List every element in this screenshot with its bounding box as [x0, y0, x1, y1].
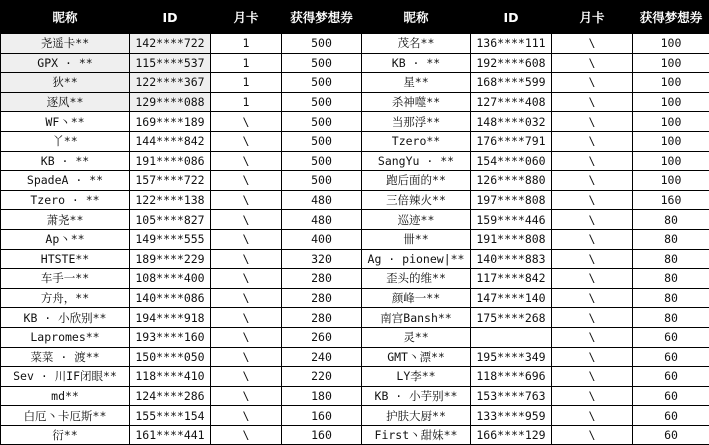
monthly-card-cell: \ — [552, 92, 633, 112]
table-row — [1, 386, 709, 406]
dream-tickets-cell: 160 — [282, 406, 362, 426]
monthly-card-cell: \ — [211, 151, 282, 171]
table-row — [1, 131, 709, 151]
id-cell: 176****791 — [471, 131, 552, 151]
dream-tickets-cell: 280 — [282, 288, 362, 308]
monthly-card-cell: \ — [211, 406, 282, 426]
id-cell: 197****808 — [471, 190, 552, 210]
nickname-cell: KB · ** — [1, 151, 130, 171]
dream-tickets-cell: 100 — [633, 34, 709, 54]
nickname-cell: 衍** — [1, 425, 130, 445]
dream-tickets-cell: 80 — [633, 229, 709, 249]
monthly-card-cell: \ — [552, 73, 633, 93]
dream-tickets-cell: 80 — [633, 269, 709, 289]
nickname-cell: First丶甜妹** — [362, 425, 471, 445]
id-cell: 191****086 — [130, 151, 211, 171]
id-cell: 154****060 — [471, 151, 552, 171]
nickname-cell: SpadeA · ** — [1, 171, 130, 191]
dream-tickets-cell: 500 — [282, 151, 362, 171]
id-cell: 194****918 — [130, 308, 211, 328]
id-cell: 148****032 — [471, 112, 552, 132]
nickname-cell: Lapromes** — [1, 327, 130, 347]
nickname-cell: SangYu · ** — [362, 151, 471, 171]
dream-tickets-cell: 160 — [633, 190, 709, 210]
dream-tickets-cell: 320 — [282, 249, 362, 269]
dream-tickets-cell: 500 — [282, 171, 362, 191]
dream-tickets-cell: 500 — [282, 131, 362, 151]
monthly-card-cell: \ — [211, 308, 282, 328]
dream-tickets-cell: 280 — [282, 269, 362, 289]
dream-tickets-cell: 100 — [633, 171, 709, 191]
dream-tickets-cell: 500 — [282, 34, 362, 54]
dream-tickets-cell: 260 — [282, 327, 362, 347]
table-row — [1, 53, 709, 73]
nickname-cell: KB · 小芋别** — [362, 386, 471, 406]
table-row — [1, 112, 709, 132]
nickname-cell: GPX · ** — [1, 53, 130, 73]
monthly-card-cell: \ — [552, 229, 633, 249]
monthly-card-cell: \ — [552, 386, 633, 406]
table-row — [1, 210, 709, 230]
table-row — [1, 406, 709, 426]
monthly-card-cell: \ — [552, 171, 633, 191]
dream-tickets-cell: 60 — [633, 347, 709, 367]
nickname-cell: md** — [1, 386, 130, 406]
table-row — [1, 190, 709, 210]
dream-tickets-cell: 100 — [633, 131, 709, 151]
monthly-card-cell: \ — [552, 425, 633, 445]
id-cell: 142****722 — [130, 34, 211, 54]
monthly-card-cell: 1 — [211, 34, 282, 54]
dream-tickets-cell: 100 — [633, 53, 709, 73]
dream-tickets-cell: 100 — [633, 112, 709, 132]
nickname-cell: 萧尧** — [1, 210, 130, 230]
nickname-cell: KB · 小欣别** — [1, 308, 130, 328]
table-row — [1, 229, 709, 249]
monthly-card-cell: \ — [552, 308, 633, 328]
id-cell: 166****129 — [471, 425, 552, 445]
monthly-card-cell: \ — [552, 249, 633, 269]
nickname-cell: 星** — [362, 73, 471, 93]
id-cell: 136****111 — [471, 34, 552, 54]
monthly-card-cell: \ — [211, 269, 282, 289]
nickname-cell: Sev · 川IF闭眼** — [1, 367, 130, 387]
id-cell: 189****229 — [130, 249, 211, 269]
monthly-card-cell: \ — [552, 210, 633, 230]
nickname-cell: 卌** — [362, 229, 471, 249]
header-id: ID — [130, 1, 211, 34]
dream-tickets-cell: 60 — [633, 327, 709, 347]
nickname-cell: WF丶** — [1, 112, 130, 132]
monthly-card-cell: 1 — [211, 92, 282, 112]
nickname-cell: 当那浮** — [362, 112, 471, 132]
monthly-card-cell: \ — [552, 288, 633, 308]
id-cell: 140****086 — [130, 288, 211, 308]
monthly-card-cell: \ — [552, 151, 633, 171]
monthly-card-cell: \ — [211, 425, 282, 445]
table-row — [1, 367, 709, 387]
dream-tickets-cell: 480 — [282, 190, 362, 210]
table-row — [1, 34, 709, 54]
id-cell: 118****696 — [471, 367, 552, 387]
nickname-cell: HTSTE** — [1, 249, 130, 269]
id-cell: 159****446 — [471, 210, 552, 230]
id-cell: 169****189 — [130, 112, 211, 132]
monthly-card-cell: \ — [552, 190, 633, 210]
table-row — [1, 308, 709, 328]
nickname-cell: 歪头的维** — [362, 269, 471, 289]
nickname-cell: 巡迹** — [362, 210, 471, 230]
dream-tickets-cell: 100 — [633, 73, 709, 93]
id-cell: 118****410 — [130, 367, 211, 387]
nickname-cell: 颜峰一** — [362, 288, 471, 308]
id-cell: 149****555 — [130, 229, 211, 249]
dream-tickets-cell: 500 — [282, 92, 362, 112]
dream-tickets-cell: 60 — [633, 425, 709, 445]
nickname-cell: 跑后面的** — [362, 171, 471, 191]
table-row — [1, 288, 709, 308]
nickname-cell: LY李** — [362, 367, 471, 387]
monthly-card-cell: \ — [552, 347, 633, 367]
dream-tickets-cell: 80 — [633, 210, 709, 230]
nickname-cell: GMT丶漂** — [362, 347, 471, 367]
nickname-cell: 灵** — [362, 327, 471, 347]
monthly-card-cell: \ — [552, 327, 633, 347]
id-cell: 157****722 — [130, 171, 211, 191]
id-cell: 124****286 — [130, 386, 211, 406]
id-cell: 195****349 — [471, 347, 552, 367]
nickname-cell: 尧遥卡** — [1, 34, 130, 54]
dream-tickets-cell: 60 — [633, 367, 709, 387]
nickname-cell: Ag · pionew|** — [362, 249, 471, 269]
id-cell: 115****537 — [130, 53, 211, 73]
nickname-cell: 三倍辣火** — [362, 190, 471, 210]
monthly-card-cell: \ — [211, 112, 282, 132]
monthly-card-cell: \ — [552, 131, 633, 151]
monthly-card-cell: \ — [211, 131, 282, 151]
monthly-card-cell: \ — [552, 367, 633, 387]
header-monthly-card: 月卡 — [211, 1, 282, 34]
nickname-cell: Tzero · ** — [1, 190, 130, 210]
header-dream-tickets: 获得梦想券 — [633, 1, 709, 34]
monthly-card-cell: \ — [552, 34, 633, 54]
id-cell: 150****050 — [130, 347, 211, 367]
monthly-card-cell: \ — [211, 327, 282, 347]
id-cell: 175****268 — [471, 308, 552, 328]
id-cell: 140****883 — [471, 249, 552, 269]
table-row — [1, 327, 709, 347]
dream-tickets-cell: 100 — [633, 92, 709, 112]
monthly-card-cell: 1 — [211, 73, 282, 93]
dream-tickets-cell: 220 — [282, 367, 362, 387]
nickname-cell: 狄** — [1, 73, 130, 93]
dream-tickets-cell: 180 — [282, 386, 362, 406]
nickname-cell: 逐风** — [1, 92, 130, 112]
dream-tickets-cell: 160 — [282, 425, 362, 445]
header-dream-tickets: 获得梦想券 — [282, 1, 362, 34]
nickname-cell: KB · ** — [362, 53, 471, 73]
dream-tickets-cell: 480 — [282, 210, 362, 230]
header-id: ID — [471, 1, 552, 34]
dream-tickets-cell: 60 — [633, 386, 709, 406]
id-cell: 133****959 — [471, 406, 552, 426]
monthly-card-cell: \ — [211, 386, 282, 406]
dream-tickets-cell: 500 — [282, 53, 362, 73]
id-cell: 153****763 — [471, 386, 552, 406]
table-row — [1, 425, 709, 445]
table-row — [1, 171, 709, 191]
monthly-card-cell: \ — [552, 269, 633, 289]
table-row — [1, 73, 709, 93]
id-cell: 191****808 — [471, 229, 552, 249]
id-cell: 193****160 — [130, 327, 211, 347]
nickname-cell: 菜菜 · 渡** — [1, 347, 130, 367]
nickname-cell: 护肤大厨** — [362, 406, 471, 426]
monthly-card-cell: \ — [211, 210, 282, 230]
id-cell: 122****367 — [130, 73, 211, 93]
monthly-card-cell: 1 — [211, 53, 282, 73]
table-row — [1, 92, 709, 112]
monthly-card-cell: \ — [211, 249, 282, 269]
nickname-cell: 白厄丶卡厄斯** — [1, 406, 130, 426]
monthly-card-cell: \ — [211, 229, 282, 249]
id-cell: 147****140 — [471, 288, 552, 308]
nickname-cell: 方舟，** — [1, 288, 130, 308]
id-cell: 129****088 — [130, 92, 211, 112]
dream-tickets-cell: 60 — [633, 406, 709, 426]
nickname-cell: Tzero** — [362, 131, 471, 151]
nickname-cell: 杀神噬** — [362, 92, 471, 112]
id-cell: 192****608 — [471, 53, 552, 73]
id-cell: 168****599 — [471, 73, 552, 93]
dream-tickets-cell: 500 — [282, 112, 362, 132]
dream-tickets-cell: 280 — [282, 308, 362, 328]
nickname-cell: 南宫Bansh** — [362, 308, 471, 328]
table-row — [1, 151, 709, 171]
header-monthly-card: 月卡 — [552, 1, 633, 34]
id-cell: 127****408 — [471, 92, 552, 112]
monthly-card-cell: \ — [211, 347, 282, 367]
dream-tickets-cell: 500 — [282, 73, 362, 93]
nickname-cell: 丫** — [1, 131, 130, 151]
monthly-card-cell: \ — [552, 53, 633, 73]
monthly-card-cell: \ — [552, 406, 633, 426]
nickname-cell: 车手一** — [1, 269, 130, 289]
dream-tickets-cell: 100 — [633, 151, 709, 171]
id-cell: 122****138 — [130, 190, 211, 210]
table-row — [1, 269, 709, 289]
monthly-card-cell: \ — [211, 190, 282, 210]
header-row — [1, 1, 709, 34]
dream-tickets-cell: 80 — [633, 308, 709, 328]
nickname-cell: 茂名** — [362, 34, 471, 54]
nickname-cell: Ap丶** — [1, 229, 130, 249]
dream-tickets-cell: 240 — [282, 347, 362, 367]
dream-tickets-cell: 80 — [633, 288, 709, 308]
dream-tickets-cell: 400 — [282, 229, 362, 249]
id-cell: 155****154 — [130, 406, 211, 426]
monthly-card-cell: \ — [211, 367, 282, 387]
id-cell: 144****842 — [130, 131, 211, 151]
table-row — [1, 347, 709, 367]
id-cell — [471, 327, 552, 347]
monthly-card-cell: \ — [211, 288, 282, 308]
id-cell: 105****827 — [130, 210, 211, 230]
id-cell: 126****880 — [471, 171, 552, 191]
header-nickname: 昵称 — [362, 1, 471, 34]
dream-tickets-cell: 80 — [633, 249, 709, 269]
monthly-card-cell: \ — [211, 171, 282, 191]
header-nickname: 昵称 — [1, 1, 130, 34]
table-row — [1, 249, 709, 269]
monthly-card-cell: \ — [552, 112, 633, 132]
id-cell: 161****441 — [130, 425, 211, 445]
id-cell: 117****842 — [471, 269, 552, 289]
id-cell: 108****400 — [130, 269, 211, 289]
